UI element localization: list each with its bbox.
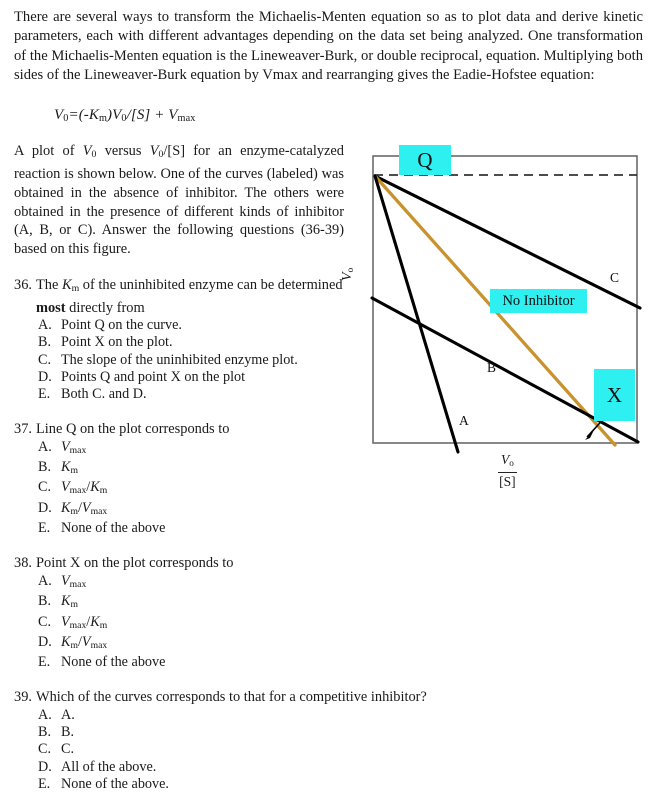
callout-no-inhibitor[interactable]: No Inhibitor (490, 289, 587, 313)
option-37-b[interactable] (14, 459, 344, 479)
question-38-stem (14, 554, 344, 573)
option-text: Points Q and point X on the plot (61, 368, 246, 385)
option-letter: A. (38, 572, 52, 589)
option-36-d[interactable] (14, 369, 344, 386)
series-label-c: C (610, 270, 620, 285)
option-39-b[interactable] (14, 724, 634, 741)
option-letter: C. (38, 479, 52, 496)
option-text: A. (61, 706, 75, 723)
option-text: $K_m$ (61, 459, 78, 477)
option-letter: E. (38, 520, 51, 537)
question-37-options (14, 439, 344, 537)
option-text: Point Q on the curve. (61, 317, 182, 334)
x-axis-numerator: $V_o$ (498, 452, 517, 473)
option-letter: B. (38, 593, 52, 610)
callout-q[interactable]: Q (399, 145, 451, 175)
option-37-e[interactable] (14, 520, 344, 537)
option-text: $K_m/V_{max}$ (61, 633, 108, 651)
option-36-e[interactable] (14, 386, 344, 403)
option-letter: E. (38, 386, 51, 403)
option-text: $V_{max}$ (61, 572, 87, 591)
option-38-e[interactable] (14, 654, 344, 671)
option-text: $K_m$ (61, 593, 78, 611)
option-text: $V_{max}/K_m$ (61, 613, 108, 631)
option-37-d[interactable] (14, 500, 344, 520)
option-text: All of the above. (61, 758, 157, 775)
option-letter: C. (38, 741, 52, 758)
option-letter: B. (38, 724, 52, 741)
question-39-number: 39. (14, 689, 32, 706)
question-38-options (14, 573, 344, 671)
option-text: None of the above (61, 654, 166, 671)
option-37-a[interactable] (14, 439, 344, 459)
option-text: Point X on the plot. (61, 334, 173, 351)
option-letter: C. (38, 613, 52, 630)
option-text: None of the above. (61, 775, 169, 792)
option-text: $V_{max}/K_m$ (61, 479, 108, 497)
x-axis-label (498, 452, 517, 489)
option-letter: A. (38, 317, 52, 334)
question-37-stem (14, 420, 344, 439)
question-37 (14, 420, 344, 537)
option-39-a[interactable] (14, 707, 634, 724)
intro-paragraph: There are several ways to transform the Michaelis-Menten equation so as to plot data and derive kinetic parameters, each with different advantages depending on the data set being analyzed. One transformation of the Michaelis-Menten equation is the Lineweaver-Burk, or double reciprocal, equation. Multiplying both sides of the Lineweaver-Burk equation by Vmax and rearranging gives the Eadie-Hofstee equation: (14, 9, 643, 84)
option-38-b[interactable] (14, 593, 344, 613)
question-36-stem (14, 276, 344, 317)
question-36-number: 36. (14, 276, 32, 293)
question-39-text: Which of the curves corresponds to that for a competitive inhibitor? (36, 689, 427, 706)
question-39-stem (14, 688, 634, 707)
option-text: $K_m/V_{max}$ (61, 499, 108, 517)
option-letter: B. (38, 459, 52, 476)
question-36-options (14, 317, 344, 403)
option-38-c[interactable] (14, 614, 344, 634)
question-39-options (14, 707, 634, 793)
option-36-c[interactable] (14, 352, 344, 369)
option-text: Both C. and D. (61, 386, 147, 403)
y-axis-label: $V_o$ (340, 267, 357, 281)
option-38-d[interactable] (14, 634, 344, 654)
question-38-text: Point X on the plot corresponds to (36, 555, 234, 572)
option-letter: D. (38, 758, 52, 775)
option-37-c[interactable] (14, 479, 344, 499)
option-letter: D. (38, 633, 52, 650)
callout-x[interactable]: X (594, 369, 635, 421)
series-label-b: B (487, 360, 497, 375)
series-label-a: A (459, 413, 469, 428)
option-letter: E. (38, 775, 51, 792)
option-letter: B. (38, 334, 52, 351)
option-39-d[interactable] (14, 759, 634, 776)
eadie-hofstee-equation: $V_0=(-Km)V_0/[S] + V_{max}$ (54, 107, 196, 125)
option-text: The slope of the uninhibited enzyme plot. (61, 351, 298, 368)
question-37-text: Line Q on the plot corresponds to (36, 421, 230, 438)
question-37-number: 37. (14, 421, 32, 438)
option-text: None of the above (61, 520, 166, 537)
option-letter: C. (38, 351, 52, 368)
option-38-a[interactable] (14, 573, 344, 593)
option-36-b[interactable] (14, 334, 344, 351)
option-text: $V_{max}$ (61, 438, 87, 456)
question-36 (14, 276, 344, 403)
option-text: C. (61, 741, 75, 758)
option-36-a[interactable] (14, 317, 344, 334)
question-36-text: The $K_m$ of the uninhibited enzyme can be determined most directly from (36, 276, 343, 316)
question-38 (14, 554, 344, 671)
figure-intro-paragraph: A plot of $V_0$ versus $V_0/[S]$ for an enzyme-catalyzed reaction is shown below. One of the curves (labeled) was obtained in the absence of inhibitor. The others were obtained in the presence of different kinds of inhibitor (A, B, or C). Answer the following questions (36-39) based on this figure. (14, 143, 345, 258)
question-38-number: 38. (14, 555, 32, 572)
option-letter: A. (38, 438, 52, 455)
x-axis-denominator: [S] (499, 474, 516, 490)
option-letter: D. (38, 499, 52, 516)
option-39-e[interactable] (14, 776, 634, 793)
option-text: B. (61, 724, 75, 741)
option-39-c[interactable] (14, 741, 634, 758)
option-letter: E. (38, 654, 51, 671)
option-letter: A. (38, 706, 52, 723)
option-letter: D. (38, 368, 52, 385)
